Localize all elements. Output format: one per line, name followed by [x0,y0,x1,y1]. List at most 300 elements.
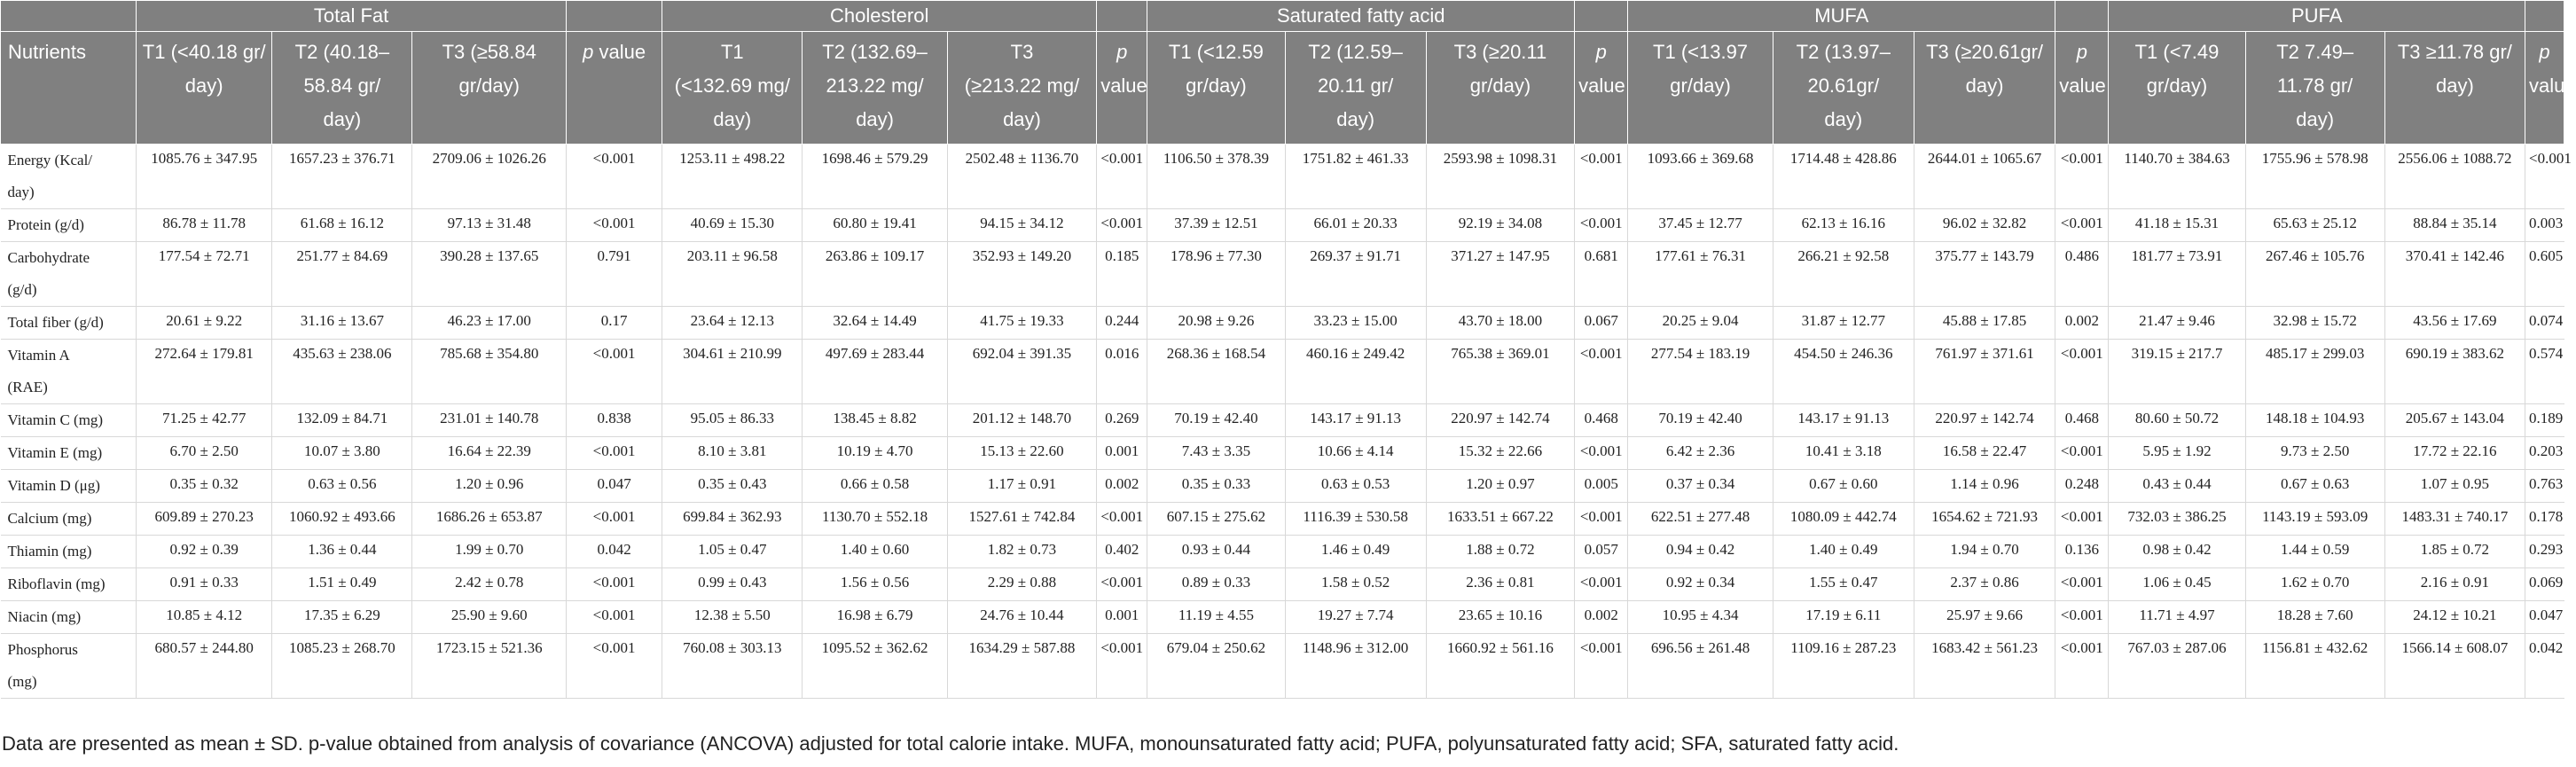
mean-sd-cell: 45.88 ± 17.85 [1914,307,2055,340]
mean-sd-cell: 178.96 ± 77.30 [1147,242,1285,307]
mean-sd-cell: 1683.42 ± 561.23 [1914,634,2055,699]
mean-sd-cell: 2502.48 ± 1136.70 [947,145,1096,209]
mean-sd-cell: 785.68 ± 354.80 [412,340,567,404]
p-value-cell: <0.001 [1097,145,1147,209]
row-nutrient-name: Niacin (mg) [1,601,137,634]
mean-sd-cell: 1148.96 ± 312.00 [1285,634,1426,699]
row-nutrient-name: Carbohydrate (g/d) [1,242,137,307]
mean-sd-cell: 88.84 ± 35.14 [2384,209,2525,242]
header-blank [1,1,137,32]
mean-sd-cell: 10.85 ± 4.12 [137,601,272,634]
mean-sd-cell: 1.85 ± 0.72 [2384,536,2525,568]
header-sfa-t3: T3 (≥20.11 gr/day) [1426,32,1574,145]
p-value-cell: <0.001 [2055,568,2109,601]
mean-sd-cell: 205.67 ± 143.04 [2384,404,2525,437]
p-value-cell: <0.001 [1097,209,1147,242]
mean-sd-cell: 15.32 ± 22.66 [1426,437,1574,470]
mean-sd-cell: 1.55 ± 0.47 [1773,568,1914,601]
header-tf-t1: T1 (<40.18 gr/ day) [137,32,272,145]
mean-sd-cell: 19.27 ± 7.74 [1285,601,1426,634]
mean-sd-cell: 0.43 ± 0.44 [2109,470,2245,503]
mean-sd-cell: 0.99 ± 0.43 [662,568,803,601]
mean-sd-cell: 18.28 ± 7.60 [2245,601,2384,634]
mean-sd-cell: 231.01 ± 140.78 [412,404,567,437]
header-ch-t3: T3 (≥213.22 mg/ day) [947,32,1096,145]
mean-sd-cell: 0.67 ± 0.60 [1773,470,1914,503]
p-value-cell: <0.001 [1575,209,1628,242]
mean-sd-cell: 1.94 ± 0.70 [1914,536,2055,568]
mean-sd-cell: 609.89 ± 270.23 [137,503,272,536]
mean-sd-cell: 1109.16 ± 287.23 [1773,634,1914,699]
mean-sd-cell: 1156.81 ± 432.62 [2245,634,2384,699]
mean-sd-cell: 61.68 ± 16.12 [272,209,412,242]
mean-sd-cell: 8.10 ± 3.81 [662,437,803,470]
mean-sd-cell: 1654.62 ± 721.93 [1914,503,2055,536]
group-saturated-fatty-acid: Saturated fatty acid [1147,1,1575,32]
p-value-cell: 0.468 [1575,404,1628,437]
mean-sd-cell: 17.35 ± 6.29 [272,601,412,634]
p-value-cell: <0.001 [567,634,662,699]
header-tf-t2: T2 (40.18– 58.84 gr/ day) [272,32,412,145]
row-nutrient-name: Calcium (mg) [1,503,137,536]
mean-sd-cell: 17.72 ± 22.16 [2384,437,2525,470]
mean-sd-cell: 272.64 ± 179.81 [137,340,272,404]
mean-sd-cell: 1060.92 ± 493.66 [272,503,412,536]
mean-sd-cell: 1253.11 ± 498.22 [662,145,803,209]
mean-sd-cell: 0.93 ± 0.44 [1147,536,1285,568]
mean-sd-cell: 23.64 ± 12.13 [662,307,803,340]
mean-sd-cell: 1.14 ± 0.96 [1914,470,2055,503]
mean-sd-cell: 1.51 ± 0.49 [272,568,412,601]
header-mufa-p-value: p value [2055,32,2109,145]
p-value-cell: 0.486 [2055,242,2109,307]
mean-sd-cell: 1.99 ± 0.70 [412,536,567,568]
p-value-cell: <0.001 [1575,437,1628,470]
mean-sd-cell: 679.04 ± 250.62 [1147,634,1285,699]
table-row [1,340,2564,404]
mean-sd-cell: 2709.06 ± 1026.26 [412,145,567,209]
header-ch-t2: T2 (132.69– 213.22 mg/ day) [803,32,947,145]
mean-sd-cell: 497.69 ± 283.44 [803,340,947,404]
mean-sd-cell: 0.37 ± 0.34 [1628,470,1773,503]
p-value-cell: 0.574 [2525,340,2564,404]
mean-sd-cell: 1.58 ± 0.52 [1285,568,1426,601]
mean-sd-cell: 2.37 ± 0.86 [1914,568,2055,601]
mean-sd-cell: 177.61 ± 76.31 [1628,242,1773,307]
p-value-cell: <0.001 [567,601,662,634]
p-value-cell: <0.001 [2055,145,2109,209]
mean-sd-cell: 1714.48 ± 428.86 [1773,145,1914,209]
p-value-cell: <0.001 [1575,145,1628,209]
p-value-cell: 0.791 [567,242,662,307]
mean-sd-cell: 1633.51 ± 667.22 [1426,503,1574,536]
mean-sd-cell: 1.88 ± 0.72 [1426,536,1574,568]
mean-sd-cell: 71.25 ± 42.77 [137,404,272,437]
mean-sd-cell: 390.28 ± 137.65 [412,242,567,307]
mean-sd-cell: 1095.52 ± 362.62 [803,634,947,699]
mean-sd-cell: 17.19 ± 6.11 [1773,601,1914,634]
group-mufa: MUFA [1628,1,2055,32]
p-value-cell: 0.244 [1097,307,1147,340]
mean-sd-cell: 31.16 ± 13.67 [272,307,412,340]
mean-sd-cell: 138.45 ± 8.82 [803,404,947,437]
header-mufa-t3: T3 (≥20.61gr/ day) [1914,32,2055,145]
mean-sd-cell: 203.11 ± 96.58 [662,242,803,307]
table-row [1,145,2564,209]
mean-sd-cell: 5.95 ± 1.92 [2109,437,2245,470]
table-row [1,601,2564,634]
mean-sd-cell: 24.12 ± 10.21 [2384,601,2525,634]
header-blank [1575,1,1628,32]
mean-sd-cell: 80.60 ± 50.72 [2109,404,2245,437]
mean-sd-cell: 1.05 ± 0.47 [662,536,803,568]
group-total-fat: Total Fat [137,1,567,32]
mean-sd-cell: 220.97 ± 142.74 [1914,404,2055,437]
mean-sd-cell: 201.12 ± 148.70 [947,404,1096,437]
mean-sd-cell: 41.75 ± 19.33 [947,307,1096,340]
p-value-cell: 0.17 [567,307,662,340]
header-tf-t3: T3 (≥58.84 gr/day) [412,32,567,145]
mean-sd-cell: 1.82 ± 0.73 [947,536,1096,568]
p-value-cell: <0.001 [2055,209,2109,242]
mean-sd-cell: 1.56 ± 0.56 [803,568,947,601]
table-row [1,209,2564,242]
p-value-cell: <0.001 [1575,634,1628,699]
header-sfa-t1: T1 (<12.59 gr/day) [1147,32,1285,145]
mean-sd-cell: 220.97 ± 142.74 [1426,404,1574,437]
mean-sd-cell: 1093.66 ± 369.68 [1628,145,1773,209]
mean-sd-cell: 692.04 ± 391.35 [947,340,1096,404]
table-row [1,536,2564,568]
mean-sd-cell: 1723.15 ± 521.36 [412,634,567,699]
row-nutrient-name: Riboflavin (mg) [1,568,137,601]
mean-sd-cell: 9.73 ± 2.50 [2245,437,2384,470]
mean-sd-cell: 10.41 ± 3.18 [1773,437,1914,470]
mean-sd-cell: 33.23 ± 15.00 [1285,307,1426,340]
mean-sd-cell: 37.39 ± 12.51 [1147,209,1285,242]
mean-sd-cell: 92.19 ± 34.08 [1426,209,1574,242]
mean-sd-cell: 0.92 ± 0.39 [137,536,272,568]
mean-sd-cell: 2556.06 ± 1088.72 [2384,145,2525,209]
mean-sd-cell: 485.17 ± 299.03 [2245,340,2384,404]
mean-sd-cell: 148.18 ± 104.93 [2245,404,2384,437]
p-value-cell: <0.001 [2055,634,2109,699]
mean-sd-cell: 15.13 ± 22.60 [947,437,1096,470]
mean-sd-cell: 1080.09 ± 442.74 [1773,503,1914,536]
p-value-cell: 0.001 [1097,601,1147,634]
p-value-cell: <0.001 [2525,145,2564,209]
mean-sd-cell: 371.27 ± 147.95 [1426,242,1574,307]
row-nutrient-name: Vitamin D (μg) [1,470,137,503]
mean-sd-cell: 62.13 ± 16.16 [1773,209,1914,242]
p-value-cell: 0.002 [1097,470,1147,503]
mean-sd-cell: 1.17 ± 0.91 [947,470,1096,503]
mean-sd-cell: 11.19 ± 4.55 [1147,601,1285,634]
header-blank [1097,1,1147,32]
p-value-cell: 0.047 [567,470,662,503]
mean-sd-cell: 1085.76 ± 347.95 [137,145,272,209]
mean-sd-cell: 31.87 ± 12.77 [1773,307,1914,340]
row-nutrient-name: Protein (g/d) [1,209,137,242]
table-body [1,145,2572,699]
mean-sd-cell: 11.71 ± 4.97 [2109,601,2245,634]
mean-sd-cell: 0.94 ± 0.42 [1628,536,1773,568]
header-blank [2525,1,2564,32]
mean-sd-cell: 2644.01 ± 1065.67 [1914,145,2055,209]
mean-sd-cell: 60.80 ± 19.41 [803,209,947,242]
p-value-cell: <0.001 [567,209,662,242]
p-value-cell: 0.067 [1575,307,1628,340]
mean-sd-cell: 0.67 ± 0.63 [2245,470,2384,503]
mean-sd-cell: 1140.70 ± 384.63 [2109,145,2245,209]
mean-sd-cell: 267.46 ± 105.76 [2245,242,2384,307]
mean-sd-cell: 1.44 ± 0.59 [2245,536,2384,568]
p-value-cell: 0.178 [2525,503,2564,536]
mean-sd-cell: 765.38 ± 369.01 [1426,340,1574,404]
mean-sd-cell: 32.64 ± 14.49 [803,307,947,340]
mean-sd-cell: 177.54 ± 72.71 [137,242,272,307]
mean-sd-cell: 6.70 ± 2.50 [137,437,272,470]
mean-sd-cell: 2.36 ± 0.81 [1426,568,1574,601]
mean-sd-cell: 23.65 ± 10.16 [1426,601,1574,634]
mean-sd-cell: 20.61 ± 9.22 [137,307,272,340]
mean-sd-cell: 6.42 ± 2.36 [1628,437,1773,470]
mean-sd-cell: 25.90 ± 9.60 [412,601,567,634]
header-pufa-t2: T2 7.49– 11.78 gr/ day) [2245,32,2384,145]
mean-sd-cell: 454.50 ± 246.36 [1773,340,1914,404]
mean-sd-cell: 16.64 ± 22.39 [412,437,567,470]
mean-sd-cell: 70.19 ± 42.40 [1147,404,1285,437]
p-value-cell: 0.838 [567,404,662,437]
mean-sd-cell: 10.66 ± 4.14 [1285,437,1426,470]
mean-sd-cell: 7.43 ± 3.35 [1147,437,1285,470]
mean-sd-cell: 2.16 ± 0.91 [2384,568,2525,601]
mean-sd-cell: 0.63 ± 0.53 [1285,470,1426,503]
group-cholesterol: Cholesterol [662,1,1097,32]
p-value-cell: <0.001 [1575,340,1628,404]
header-pufa-t1: T1 (<7.49 gr/day) [2109,32,2245,145]
p-value-cell: 0.293 [2525,536,2564,568]
mean-sd-cell: 43.70 ± 18.00 [1426,307,1574,340]
header-sfa-p-value: p value [1575,32,1628,145]
mean-sd-cell: 1.40 ± 0.60 [803,536,947,568]
mean-sd-cell: 94.15 ± 34.12 [947,209,1096,242]
mean-sd-cell: 40.69 ± 15.30 [662,209,803,242]
p-value-cell: 0.468 [2055,404,2109,437]
p-value-cell: <0.001 [567,145,662,209]
mean-sd-cell: 277.54 ± 183.19 [1628,340,1773,404]
header-ch-t1: T1 (<132.69 mg/ day) [662,32,803,145]
mean-sd-cell: 622.51 ± 277.48 [1628,503,1773,536]
mean-sd-cell: 690.19 ± 383.62 [2384,340,2525,404]
p-value-cell: 0.002 [1575,601,1628,634]
p-value-cell: 0.136 [2055,536,2109,568]
p-value-cell: 0.042 [567,536,662,568]
mean-sd-cell: 352.93 ± 149.20 [947,242,1096,307]
mean-sd-cell: 251.77 ± 84.69 [272,242,412,307]
mean-sd-cell: 1143.19 ± 593.09 [2245,503,2384,536]
mean-sd-cell: 95.05 ± 86.33 [662,404,803,437]
mean-sd-cell: 0.91 ± 0.33 [137,568,272,601]
mean-sd-cell: 1566.14 ± 608.07 [2384,634,2525,699]
mean-sd-cell: 10.19 ± 4.70 [803,437,947,470]
header-mufa-t2: T2 (13.97– 20.61gr/ day) [1773,32,1914,145]
mean-sd-cell: 16.58 ± 22.47 [1914,437,2055,470]
mean-sd-cell: 761.97 ± 371.61 [1914,340,2055,404]
mean-sd-cell: 767.03 ± 287.06 [2109,634,2245,699]
mean-sd-cell: 263.86 ± 109.17 [803,242,947,307]
mean-sd-cell: 0.98 ± 0.42 [2109,536,2245,568]
row-nutrient-name: Total fiber (g/d) [1,307,137,340]
p-value-cell: <0.001 [567,503,662,536]
table-row [1,470,2564,503]
mean-sd-cell: 1483.31 ± 740.17 [2384,503,2525,536]
mean-sd-cell: 1751.82 ± 461.33 [1285,145,1426,209]
mean-sd-cell: 0.35 ± 0.43 [662,470,803,503]
table-row [1,242,2564,307]
mean-sd-cell: 680.57 ± 244.80 [137,634,272,699]
p-value-cell: <0.001 [1097,568,1147,601]
table-row [1,634,2564,699]
row-nutrient-name: Vitamin E (mg) [1,437,137,470]
mean-sd-cell: 1.20 ± 0.97 [1426,470,1574,503]
mean-sd-cell: 181.77 ± 73.91 [2109,242,2245,307]
p-value-cell: 0.203 [2525,437,2564,470]
header-pufa-p-value: p value [2525,32,2564,145]
mean-sd-cell: 37.45 ± 12.77 [1628,209,1773,242]
mean-sd-cell: 143.17 ± 91.13 [1285,404,1426,437]
mean-sd-cell: 1657.23 ± 376.71 [272,145,412,209]
mean-sd-cell: 269.37 ± 91.71 [1285,242,1426,307]
p-value-cell: <0.001 [567,340,662,404]
mean-sd-cell: 66.01 ± 20.33 [1285,209,1426,242]
p-value-cell: 0.042 [2525,634,2564,699]
header-pufa-t3: T3 ≥11.78 gr/ day) [2384,32,2525,145]
mean-sd-cell: 319.15 ± 217.7 [2109,340,2245,404]
mean-sd-cell: 96.02 ± 32.82 [1914,209,2055,242]
table-row [1,437,2564,470]
mean-sd-cell: 460.16 ± 249.42 [1285,340,1426,404]
mean-sd-cell: 0.89 ± 0.33 [1147,568,1285,601]
header-blank [567,1,662,32]
mean-sd-cell: 607.15 ± 275.62 [1147,503,1285,536]
p-value-cell: 0.605 [2525,242,2564,307]
group-pufa: PUFA [2109,1,2525,32]
mean-sd-cell: 10.95 ± 4.34 [1628,601,1773,634]
p-value-cell: <0.001 [2055,503,2109,536]
p-value-cell: <0.001 [1097,503,1147,536]
mean-sd-cell: 696.56 ± 261.48 [1628,634,1773,699]
mean-sd-cell: 10.07 ± 3.80 [272,437,412,470]
p-value-cell: 0.763 [2525,470,2564,503]
table-row [1,568,2564,601]
p-value-cell: 0.001 [1097,437,1147,470]
row-nutrient-name: Vitamin A (RAE) [1,340,137,404]
header-ch-p-value: p value [1097,32,1147,145]
header-sfa-t2: T2 (12.59– 20.11 gr/ day) [1285,32,1426,145]
p-value-cell: <0.001 [2055,601,2109,634]
row-nutrient-name: Phosphorus (mg) [1,634,137,699]
p-value-cell: <0.001 [1575,568,1628,601]
header-blank [2055,1,2109,32]
mean-sd-cell: 0.66 ± 0.58 [803,470,947,503]
mean-sd-cell: 16.98 ± 6.79 [803,601,947,634]
p-value-cell: <0.001 [567,568,662,601]
mean-sd-cell: 375.77 ± 143.79 [1914,242,2055,307]
p-value-cell: 0.074 [2525,307,2564,340]
p-value-cell: 0.047 [2525,601,2564,634]
mean-sd-cell: 0.63 ± 0.56 [272,470,412,503]
p-value-cell: 0.002 [2055,307,2109,340]
mean-sd-cell: 86.78 ± 11.78 [137,209,272,242]
mean-sd-cell: 1527.61 ± 742.84 [947,503,1096,536]
mean-sd-cell: 12.38 ± 5.50 [662,601,803,634]
mean-sd-cell: 2.42 ± 0.78 [412,568,567,601]
footnote: Data are presented as mean ± SD. p-value obtained from analysis of covariance (ANCOVA) adjusted for total calorie intake. MUFA, monounsaturated fatty acid; PUFA, polyunsaturated fatty acid; SFA, saturated fatty acid. [2,732,1899,755]
mean-sd-cell: 699.84 ± 362.93 [662,503,803,536]
mean-sd-cell: 70.19 ± 42.40 [1628,404,1773,437]
p-value-cell: <0.001 [1097,634,1147,699]
mean-sd-cell: 1.06 ± 0.45 [2109,568,2245,601]
mean-sd-cell: 1698.46 ± 579.29 [803,145,947,209]
mean-sd-cell: 65.63 ± 25.12 [2245,209,2384,242]
mean-sd-cell: 1.36 ± 0.44 [272,536,412,568]
header-tf-p-value: p value [567,32,662,145]
mean-sd-cell: 97.13 ± 31.48 [412,209,567,242]
mean-sd-cell: 143.17 ± 91.13 [1773,404,1914,437]
mean-sd-cell: 24.76 ± 10.44 [947,601,1096,634]
mean-sd-cell: 2593.98 ± 1098.31 [1426,145,1574,209]
mean-sd-cell: 25.97 ± 9.66 [1914,601,2055,634]
p-value-cell: 0.003 [2525,209,2564,242]
mean-sd-cell: 43.56 ± 17.69 [2384,307,2525,340]
p-value-cell: 0.269 [1097,404,1147,437]
mean-sd-cell: 41.18 ± 15.31 [2109,209,2245,242]
p-value-cell: <0.001 [1575,503,1628,536]
mean-sd-cell: 20.98 ± 9.26 [1147,307,1285,340]
p-value-cell: 0.016 [1097,340,1147,404]
p-value-cell: <0.001 [2055,437,2109,470]
mean-sd-cell: 370.41 ± 142.46 [2384,242,2525,307]
p-value-cell: 0.681 [1575,242,1628,307]
table-row [1,503,2564,536]
p-value-cell: 0.069 [2525,568,2564,601]
p-value-cell: 0.402 [1097,536,1147,568]
mean-sd-cell: 1.20 ± 0.96 [412,470,567,503]
mean-sd-cell: 1660.92 ± 561.16 [1426,634,1574,699]
header-nutrients: Nutrients [1,32,137,145]
mean-sd-cell: 132.09 ± 84.71 [272,404,412,437]
p-value-cell: 0.057 [1575,536,1628,568]
p-value-cell: 0.189 [2525,404,2564,437]
group-header-row [1,1,2564,32]
mean-sd-cell: 46.23 ± 17.00 [412,307,567,340]
mean-sd-cell: 1.62 ± 0.70 [2245,568,2384,601]
mean-sd-cell: 0.92 ± 0.34 [1628,568,1773,601]
mean-sd-cell: 1.46 ± 0.49 [1285,536,1426,568]
mean-sd-cell: 266.21 ± 92.58 [1773,242,1914,307]
mean-sd-cell: 0.35 ± 0.32 [137,470,272,503]
row-nutrient-name: Energy (Kcal/ day) [1,145,137,209]
mean-sd-cell: 268.36 ± 168.54 [1147,340,1285,404]
mean-sd-cell: 20.25 ± 9.04 [1628,307,1773,340]
p-value-cell: 0.005 [1575,470,1628,503]
mean-sd-cell: 435.63 ± 238.06 [272,340,412,404]
mean-sd-cell: 1.07 ± 0.95 [2384,470,2525,503]
column-header-row [1,32,2564,145]
mean-sd-cell: 1.40 ± 0.49 [1773,536,1914,568]
row-nutrient-name: Thiamin (mg) [1,536,137,568]
